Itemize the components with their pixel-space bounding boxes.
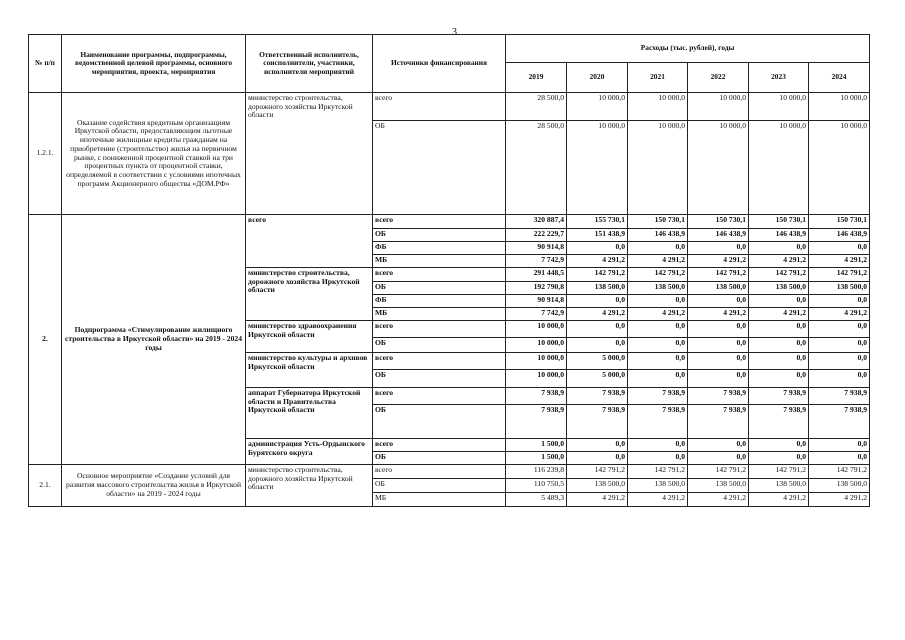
value-cell: 150 730,1 — [688, 215, 749, 229]
value-cell: 4 291,2 — [749, 308, 809, 321]
value-cell: 0,0 — [749, 370, 809, 388]
value-cell: 146 438,9 — [688, 229, 749, 242]
value-cell: 10 000,0 — [809, 93, 870, 121]
value-cell: 0,0 — [628, 295, 688, 308]
value-cell: 142 791,2 — [628, 268, 688, 282]
page-number: 3 — [452, 27, 457, 38]
row-responsible: министерство культуры и архивов Иркутской области — [246, 353, 373, 388]
value-cell: 138 500,0 — [567, 282, 628, 295]
value-cell: 7 938,9 — [688, 405, 749, 439]
source-cell: МБ — [373, 308, 506, 321]
value-cell: 0,0 — [809, 370, 870, 388]
value-cell: 5 000,0 — [567, 353, 628, 370]
value-cell: 0,0 — [688, 321, 749, 338]
value-cell: 1 500,0 — [506, 452, 567, 465]
value-cell: 7 938,9 — [749, 405, 809, 439]
value-cell: 150 730,1 — [628, 215, 688, 229]
value-cell: 0,0 — [809, 338, 870, 353]
source-cell: всего — [373, 321, 506, 338]
value-cell: 0,0 — [567, 452, 628, 465]
value-cell: 7 938,9 — [809, 388, 870, 405]
value-cell: 7 742,9 — [506, 255, 567, 268]
value-cell: 142 791,2 — [809, 465, 870, 479]
value-cell: 10 000,0 — [749, 121, 809, 215]
source-cell: ОБ — [373, 121, 506, 215]
value-cell: 138 500,0 — [688, 479, 749, 493]
value-cell: 0,0 — [688, 353, 749, 370]
value-cell: 4 291,2 — [567, 255, 628, 268]
source-cell: МБ — [373, 255, 506, 268]
header-name: Наименование программы, подпрограммы, ведомственной целевой программы, основного мероприятия, проекта, мероприятия — [62, 35, 246, 93]
value-cell: 0,0 — [688, 452, 749, 465]
value-cell: 10 000,0 — [809, 121, 870, 215]
value-cell: 0,0 — [688, 295, 749, 308]
source-cell: всего — [373, 465, 506, 479]
value-cell: 0,0 — [749, 452, 809, 465]
value-cell: 138 500,0 — [809, 479, 870, 493]
value-cell: 4 291,2 — [749, 255, 809, 268]
value-cell: 4 291,2 — [749, 493, 809, 507]
value-cell: 116 239,8 — [506, 465, 567, 479]
value-cell: 0,0 — [809, 353, 870, 370]
value-cell: 4 291,2 — [688, 493, 749, 507]
table-row — [29, 215, 870, 229]
value-cell: 0,0 — [688, 370, 749, 388]
row-responsible: министерство здравоохранения Иркутской области — [246, 321, 373, 353]
value-cell: 0,0 — [809, 321, 870, 338]
source-cell: ФБ — [373, 295, 506, 308]
header-year: 2023 — [749, 63, 809, 93]
source-cell: всего — [373, 215, 506, 229]
row-responsible: всего — [246, 215, 373, 268]
value-cell: 0,0 — [809, 452, 870, 465]
value-cell: 10 000,0 — [567, 121, 628, 215]
value-cell: 150 730,1 — [809, 215, 870, 229]
value-cell: 0,0 — [749, 242, 809, 255]
value-cell: 151 438,9 — [567, 229, 628, 242]
value-cell: 0,0 — [749, 338, 809, 353]
value-cell: 0,0 — [628, 242, 688, 255]
source-cell: ОБ — [373, 479, 506, 493]
value-cell: 0,0 — [628, 353, 688, 370]
value-cell: 7 938,9 — [628, 405, 688, 439]
value-cell: 4 291,2 — [567, 493, 628, 507]
value-cell: 192 790,8 — [506, 282, 567, 295]
value-cell: 0,0 — [567, 439, 628, 452]
value-cell: 7 938,9 — [506, 405, 567, 439]
value-cell: 10 000,0 — [628, 93, 688, 121]
header-year: 2024 — [809, 63, 870, 93]
row-responsible: министерство строительства, дорожного хозяйства Иркутской области — [246, 268, 373, 321]
value-cell: 142 791,2 — [688, 465, 749, 479]
value-cell: 0,0 — [749, 295, 809, 308]
value-cell: 4 291,2 — [688, 308, 749, 321]
value-cell: 28 500,0 — [506, 121, 567, 215]
value-cell: 7 938,9 — [749, 388, 809, 405]
value-cell: 146 438,9 — [749, 229, 809, 242]
value-cell: 5 000,0 — [567, 370, 628, 388]
value-cell: 138 500,0 — [628, 479, 688, 493]
value-cell: 320 887,4 — [506, 215, 567, 229]
value-cell: 0,0 — [628, 452, 688, 465]
table-row — [29, 93, 870, 121]
source-cell: всего — [373, 353, 506, 370]
value-cell: 7 938,9 — [688, 388, 749, 405]
value-cell: 0,0 — [688, 338, 749, 353]
source-cell: ОБ — [373, 452, 506, 465]
value-cell: 0,0 — [567, 338, 628, 353]
source-cell: ОБ — [373, 282, 506, 295]
row-name: Оказание содействия кредитным организациям Иркутской области, предоставляющим льготные ипотечные жилищные кредиты гражданам на приобретение (строительство) жилья на первичном рынке, с пониженной процентной ставкой на три процентных пункта от процентной ставки, определяемой в соответствии с условиями ипотечных программ Акционерного общества «ДОМ.РФ» — [62, 93, 246, 215]
table-row — [29, 465, 870, 479]
value-cell: 10 000,0 — [749, 93, 809, 121]
header-num: № п/п — [29, 35, 62, 93]
table-body — [29, 93, 870, 507]
value-cell: 142 791,2 — [567, 268, 628, 282]
row-responsible: администрация Усть-Ордынского Бурятского округа — [246, 439, 373, 465]
header-expenses: Расходы (тыс. рублей), годы — [506, 35, 870, 63]
value-cell: 142 791,2 — [628, 465, 688, 479]
value-cell: 4 291,2 — [567, 308, 628, 321]
source-cell: ОБ — [373, 405, 506, 439]
value-cell: 10 000,0 — [506, 338, 567, 353]
value-cell: 138 500,0 — [749, 479, 809, 493]
value-cell: 138 500,0 — [688, 282, 749, 295]
value-cell: 4 291,2 — [809, 255, 870, 268]
value-cell: 222 229,7 — [506, 229, 567, 242]
value-cell: 146 438,9 — [628, 229, 688, 242]
value-cell: 138 500,0 — [628, 282, 688, 295]
value-cell: 0,0 — [567, 242, 628, 255]
value-cell: 4 291,2 — [688, 255, 749, 268]
header-responsible: Ответственный исполнитель, соисполнители, участники, исполнители мероприятий — [246, 35, 373, 93]
value-cell: 10 000,0 — [506, 353, 567, 370]
value-cell: 90 914,8 — [506, 242, 567, 255]
value-cell: 4 291,2 — [628, 493, 688, 507]
header-year: 2022 — [688, 63, 749, 93]
header-source: Источники финансирования — [373, 35, 506, 93]
source-cell: ОБ — [373, 229, 506, 242]
row-name: Подпрограмма «Стимулирование жилищного строительства в Иркутской области» на 2019 - 2024 годы — [62, 215, 246, 465]
source-cell: всего — [373, 268, 506, 282]
row-number: 2. — [29, 215, 62, 465]
value-cell: 291 448,5 — [506, 268, 567, 282]
value-cell: 4 291,2 — [809, 308, 870, 321]
value-cell: 4 291,2 — [628, 255, 688, 268]
source-cell: ОБ — [373, 338, 506, 353]
value-cell: 4 291,2 — [628, 308, 688, 321]
row-responsible: аппарат Губернатора Иркутской области и Правительства Иркутской области — [246, 388, 373, 439]
value-cell: 0,0 — [628, 439, 688, 452]
value-cell: 7 938,9 — [506, 388, 567, 405]
value-cell: 155 730,1 — [567, 215, 628, 229]
value-cell: 138 500,0 — [749, 282, 809, 295]
value-cell: 10 000,0 — [628, 121, 688, 215]
header-year: 2020 — [567, 63, 628, 93]
source-cell: всего — [373, 439, 506, 452]
row-number: 2.1. — [29, 465, 62, 507]
value-cell: 0,0 — [688, 242, 749, 255]
source-cell: всего — [373, 93, 506, 121]
value-cell: 142 791,2 — [809, 268, 870, 282]
value-cell: 142 791,2 — [688, 268, 749, 282]
value-cell: 142 791,2 — [749, 465, 809, 479]
value-cell: 7 938,9 — [567, 388, 628, 405]
value-cell: 146 438,9 — [809, 229, 870, 242]
value-cell: 138 500,0 — [567, 479, 628, 493]
value-cell: 0,0 — [809, 439, 870, 452]
row-name: Основное мероприятие «Создание условий для развития массового строительства жилья в Иркутской области» на 2019 - 2024 годы — [62, 465, 246, 507]
row-responsible: министерство строительства, дорожного хозяйства Иркутской области — [246, 93, 373, 215]
row-responsible: министерство строительства, дорожного хозяйства Иркутской области — [246, 465, 373, 507]
value-cell: 138 500,0 — [809, 282, 870, 295]
value-cell: 10 000,0 — [688, 93, 749, 121]
value-cell: 0,0 — [749, 439, 809, 452]
value-cell: 142 791,2 — [749, 268, 809, 282]
value-cell: 0,0 — [809, 295, 870, 308]
value-cell: 90 914,8 — [506, 295, 567, 308]
value-cell: 7 938,9 — [809, 405, 870, 439]
source-cell: ФБ — [373, 242, 506, 255]
header-year: 2021 — [628, 63, 688, 93]
value-cell: 10 000,0 — [688, 121, 749, 215]
value-cell: 142 791,2 — [567, 465, 628, 479]
budget-table — [28, 34, 870, 507]
value-cell: 10 000,0 — [506, 370, 567, 388]
value-cell: 150 730,1 — [749, 215, 809, 229]
value-cell: 0,0 — [688, 439, 749, 452]
row-number: 1.2.1. — [29, 93, 62, 215]
value-cell: 10 000,0 — [506, 321, 567, 338]
source-cell: всего — [373, 388, 506, 405]
source-cell: МБ — [373, 493, 506, 507]
value-cell: 10 000,0 — [567, 93, 628, 121]
value-cell: 0,0 — [749, 321, 809, 338]
value-cell: 0,0 — [749, 353, 809, 370]
value-cell: 28 500,0 — [506, 93, 567, 121]
value-cell: 0,0 — [628, 338, 688, 353]
source-cell: ОБ — [373, 370, 506, 388]
value-cell: 0,0 — [567, 295, 628, 308]
value-cell: 7 742,9 — [506, 308, 567, 321]
value-cell: 1 500,0 — [506, 439, 567, 452]
value-cell: 7 938,9 — [567, 405, 628, 439]
value-cell: 110 750,5 — [506, 479, 567, 493]
value-cell: 7 938,9 — [628, 388, 688, 405]
value-cell: 0,0 — [567, 321, 628, 338]
header-year: 2019 — [506, 63, 567, 93]
value-cell: 0,0 — [628, 321, 688, 338]
value-cell: 5 489,3 — [506, 493, 567, 507]
value-cell: 4 291,2 — [809, 493, 870, 507]
value-cell: 0,0 — [628, 370, 688, 388]
value-cell: 0,0 — [809, 242, 870, 255]
